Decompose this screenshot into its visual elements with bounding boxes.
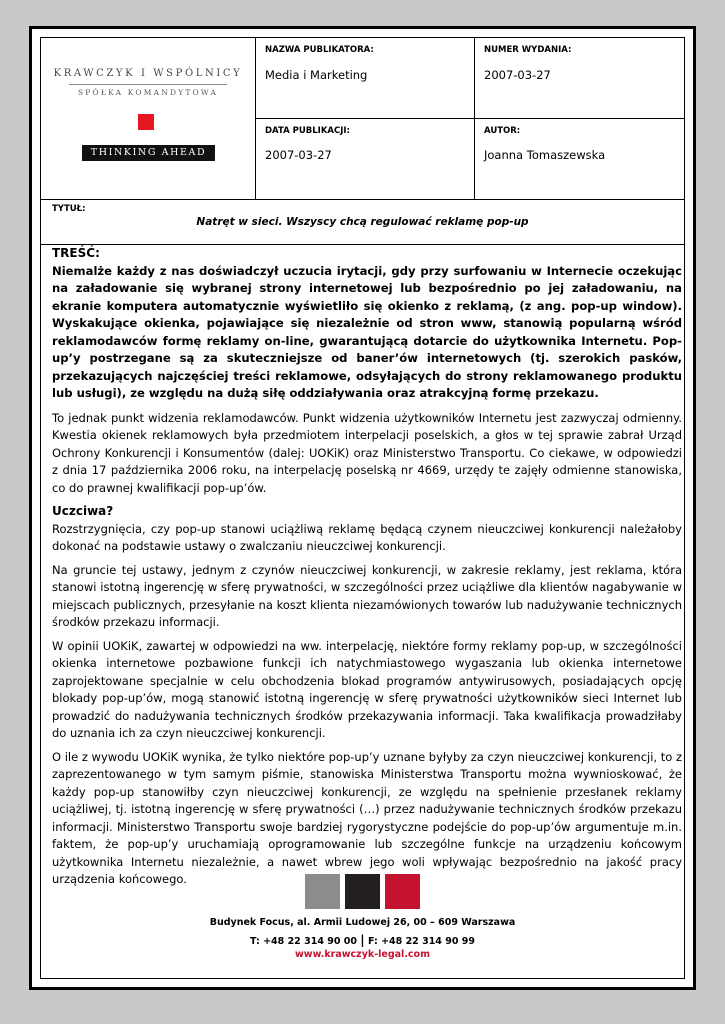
publisher-value: Media i Marketing [265, 68, 368, 82]
logo-tagline: THINKING AHEAD [82, 145, 215, 161]
pubdate-label: DATA PUBLIKACJI: [265, 126, 350, 136]
publisher-label: NAZWA PUBLIKATORA: [265, 45, 374, 55]
logo-firm-name: KRAWCZYK I WSPÓLNICY [53, 68, 243, 79]
footer-phone: T: +48 22 314 90 00 [250, 936, 357, 947]
header-bottom-rule [41, 199, 684, 200]
logo-firm-type: SPÓŁKA KOMANDYTOWA [77, 88, 219, 97]
article-content [52, 245, 682, 895]
paragraph-4: W opinii UOKiK, zawartej w odpowiedzi na ww. interpelację, niektóre formy reklamy pop-up, w szczególności okienka internetowe pozbawione funkcji ich natychmiastowego wygaszania lub okienka internetowe zaprojektowane specjalnie w celu obchodzenia blokad programów antywirusowych, posiadających opcję blokady pop-up’ów, mogą stanowić istotną ingerencję w sferę prywatności użytkowników sieci Internet lub prowadzić do nadużywania technicznych środków przekazywania informacji. Taka kwalifikacja prowadziłaby do uznania ich za czyn nieuczciwej konkurencji. [52, 638, 682, 740]
paragraph-2: Rozstrzygnięcia, czy pop-up stanowi uciążliwą reklamę będącą czynem nieuczciwej konkurencji należałoby dokonać na podstawie ustawy o zwalczaniu nieuczciwej konkurencji. [52, 521, 682, 553]
lead-paragraph: Niemalże każdy z nas doświadczył uczucia irytacji, gdy przy surfowaniu w Internecie oczekując na załadowanie się wybranej strony internetowej lub bezpośrednio po jej załadowaniu, na ekranie komputera automatycznie wyświetliło się okienko z reklamą, (z ang. pop-up window). Wyskakujące okienka, pojawiające się niezależnie od stron www, stanowią popularną wśród reklamodawców formę reklamy on-line, gwarantującą dotarcie do użytkownika Internetu. Pop-up’y postrzegane są za skuteczniejsze od baner’ów internetowych (tj. szerokich pasków, przekazujących najczęściej treści reklamowe, odsyłających do strony reklamowanego produktu lub usługi), ze względu na dużą siłę oddziaływania oraz atrakcyjną formę przekazu. [52, 263, 682, 400]
document-page [29, 26, 696, 990]
document-frame [40, 37, 685, 979]
footer-contact [41, 933, 684, 947]
title-label: TYTUŁ: [52, 204, 86, 214]
footer-website-row [41, 949, 684, 960]
header-divider-h [255, 118, 684, 119]
paragraph-1: To jednak punkt widzenia reklamodawców. Punkt widzenia użytkowników Internetu jest zazwyczaj odmienny. Kwestia okienek reklamowych była przedmiotem interpelacji poselskich, a głos w tej sprawie zabrał Urząd Ochrony Konkurencji i Konsumentów (dalej: UOKiK) oraz Ministerstwo Transportu. Co ciekawe, w odpowiedzi z dnia 17 października 2006 roku, na interpelację poselską nr 4669, urzędy te zajęły odmienne stanowiska, co do prawnej kwalifikacji pop-up’ów. [52, 410, 682, 495]
footer-separator: | [360, 933, 365, 947]
logo-rule [69, 84, 227, 85]
issue-label: NUMER WYDANIA: [484, 45, 572, 55]
red-swatch [385, 874, 420, 909]
content-label: TREŚĆ: [52, 246, 100, 260]
footer-fax: F: +48 22 314 90 99 [368, 936, 475, 947]
issue-value: 2007-03-27 [484, 68, 551, 82]
logo-red-square-icon [138, 114, 154, 130]
pubdate-value: 2007-03-27 [265, 148, 332, 162]
paragraph-5: O ile z wywodu UOKiK wynika, że tylko niektóre pop-up’y uznane byłyby za czyn nieuczciwej konkurencji, to z zaprezentowanego w tym samym piśmie, stanowiska Ministerstwa Transportu można wywnioskować, że każdy pop-up stanowiłby czyn nieuczciwej konkurencji, ze względu na spełnienie przesłanek reklamy uciążliwej, tj. istotną ingerencję w sferę prywatności (…) przez nadużywanie technicznych środków przekazu informacji. Ministerstwo Transportu swoje bardziej rygorystyczne podejście do pop-up’ów argumentuje m.in. faktem, że pop-up’y uruchamiają oprogramowanie lub szczególne funkcje na urządzeniu końcowym użytkownika Internetu niezależnie, a nawet wbrew jego woli wpływając bezpośrednio na jakość pracy urządzenia końcowego. [52, 749, 682, 886]
black-swatch [345, 874, 380, 909]
footer-address: Budynek Focus, al. Armii Ludowej 26, 00 – 609 Warszawa [209, 917, 516, 928]
article-title: Natręt w sieci. Wszyscy chcą regulować reklamę pop-up [196, 216, 529, 228]
footer-website-link[interactable]: www.krawczyk-legal.com [295, 949, 430, 960]
paragraph-3: Na gruncie tej ustawy, jednym z czynów nieuczciwej konkurencji, w zakresie reklamy, jest reklama, która stanowi istotną ingerencję w sferę prywatności, w szczególności przez uciążliwe dla klientów nagabywanie w miejscach publicznych, przesyłanie na koszt klienta niezamówionych towarów lub nadużywanie technicznych środków przekazu informacji. [52, 562, 682, 629]
author-value: Joanna Tomaszewska [484, 148, 606, 162]
grey-swatch [305, 874, 340, 909]
subheading: Uczciwa? [52, 504, 114, 518]
author-label: AUTOR: [484, 126, 521, 136]
